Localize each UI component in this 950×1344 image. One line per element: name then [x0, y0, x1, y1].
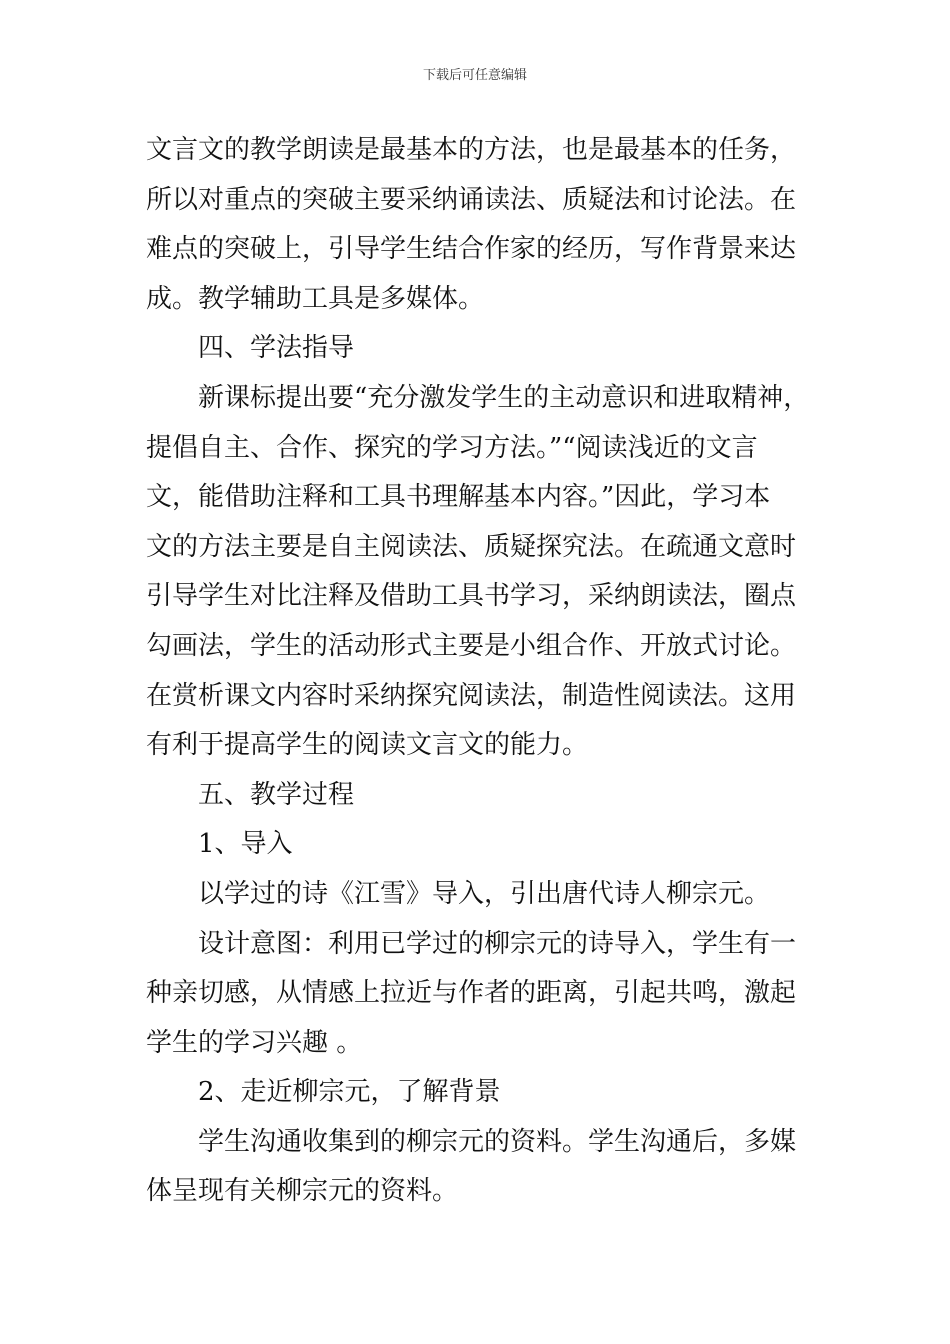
text-line: 学生的学习兴趣 。: [146, 1027, 363, 1058]
section-heading: 四、学法指导: [198, 333, 355, 364]
text-line: 难点的突破上，引导学生结合作家的经历，写作背景来达: [146, 234, 797, 265]
page-header: 下载后可任意编辑: [422, 68, 527, 83]
text-line: 勾画法，学生的活动形式主要是小组合作、开放式讨论。: [146, 630, 797, 661]
text-line: 学生沟通收集到的柳宗元的资料。学生沟通后，多媒: [198, 1126, 797, 1157]
text-line: 有利于提高学生的阅读文言文的能力。: [146, 730, 589, 761]
text-line: 成。教学辅助工具是多媒体。: [146, 283, 485, 314]
text-line: 以学过的诗《江雪》导入，引出唐代诗人柳宗元。: [198, 878, 771, 909]
text-line: 体呈现有关柳宗元的资料。: [146, 1176, 459, 1207]
text-line: 提倡自主、合作、探究的学习方法。”“阅读浅近的文言: [146, 432, 758, 463]
text-line: 文的方法主要是自主阅读法、质疑探究法。在疏通文意时: [146, 531, 797, 562]
text-line: 文言文的教学朗读是最基本的方法，也是最基本的任务，: [146, 135, 797, 165]
body-text: [146, 126, 810, 1217]
text-line: 新课标提出要“充分激发学生的主动意识和进取精神，: [198, 382, 810, 413]
text-line: 引导学生对比注释及借助工具书学习，采纳朗读法，圈点: [146, 581, 797, 612]
text-line: 在赏析课文内容时采纳探究阅读法，制造性阅读法。这用: [146, 680, 797, 711]
subsection-heading: 2、走近柳宗元，了解背景: [198, 1077, 501, 1108]
text-line: 设计意图：利用已学过的柳宗元的诗导入，学生有一: [198, 928, 797, 959]
subsection-heading: 1、导入: [198, 829, 293, 860]
text-line: 种亲切感，从情感上拉近与作者的距离，引起共鸣，激起: [146, 978, 797, 1009]
text-line: 文，能借助注释和工具书理解基本内容。”因此，学习本: [146, 482, 771, 513]
text-line: 所以对重点的突破主要采纳诵读法、质疑法和讨论法。在: [146, 184, 797, 215]
section-heading: 五、教学过程: [198, 779, 355, 810]
